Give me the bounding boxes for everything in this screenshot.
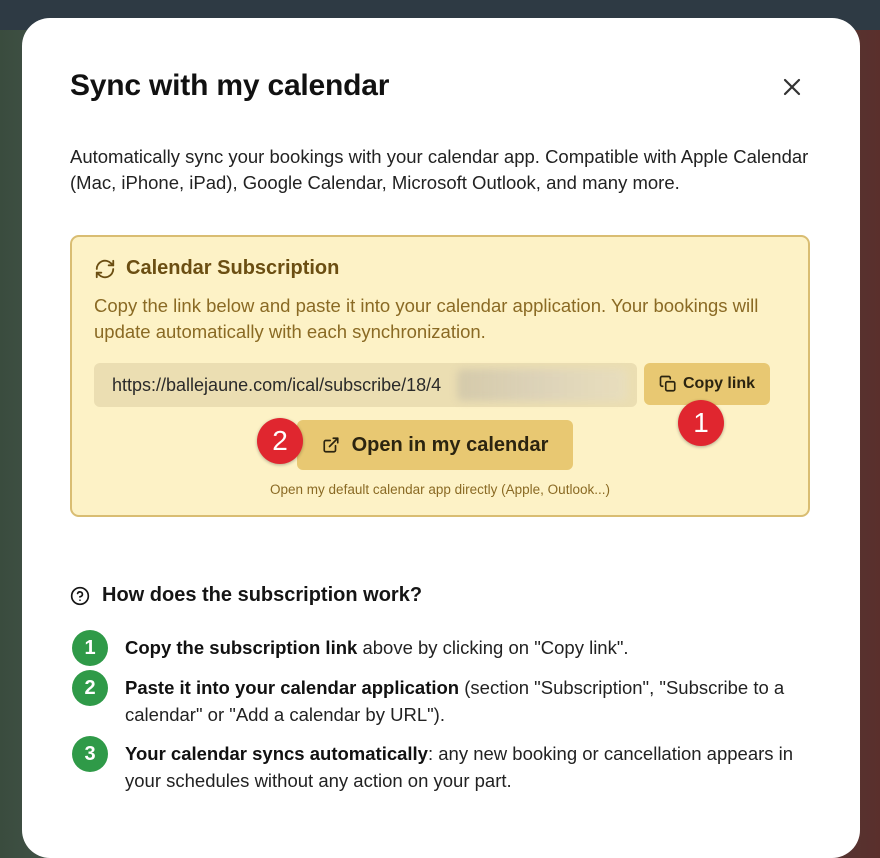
step-bold: Your calendar syncs automatically: [125, 743, 428, 764]
close-button[interactable]: [777, 72, 807, 102]
refresh-icon: [94, 258, 116, 280]
subscription-title: Calendar Subscription: [126, 257, 340, 279]
url-redaction-blur: [457, 369, 627, 401]
open-calendar-note: Open my default calendar app directly (Apple, Outlook...): [270, 482, 610, 497]
step-number: 1: [72, 630, 108, 666]
step-number: 2: [72, 670, 108, 706]
modal-title: Sync with my calendar: [70, 69, 390, 102]
annotation-badge-1: 1: [678, 400, 724, 446]
open-in-calendar-label: Open in my calendar: [351, 433, 549, 456]
step-rest: : any new booking or cancellation appears in your schedules without any action on your part.: [125, 743, 794, 791]
step-bold: Copy the subscription link: [125, 637, 358, 658]
how-it-works-header: [70, 584, 422, 607]
step-rest: (section "Subscription", "Subscribe to a calendar" or "Add a calendar by URL").: [125, 677, 785, 725]
step-text: [125, 634, 815, 661]
copy-link-button[interactable]: [644, 363, 770, 405]
help-circle-icon: [70, 586, 90, 606]
modal-intro: Automatically sync your bookings with your calendar app. Compatible with Apple Calendar (Mac, iPhone, iPad), Google Calendar, Microsoft Outlook, and many more.: [70, 146, 809, 193]
step-number: 3: [72, 736, 108, 772]
sync-calendar-modal: [22, 18, 860, 858]
copy-icon: [659, 375, 677, 393]
subscription-description: Copy the link below and paste it into your calendar application. Your bookings will update automatically with each synchronization.: [94, 295, 759, 342]
open-in-calendar-button[interactable]: [297, 420, 573, 470]
how-it-works-title: How does the subscription work?: [102, 584, 423, 606]
step-rest: above by clicking on "Copy link".: [357, 637, 629, 658]
step-text: [125, 674, 815, 728]
step-bold: Paste it into your calendar application: [125, 677, 460, 698]
copy-link-label: Copy link: [682, 375, 755, 392]
step-text: [125, 740, 815, 794]
annotation-badge-2: 2: [257, 418, 303, 464]
external-link-icon: [322, 436, 340, 454]
subscription-box: [70, 235, 810, 517]
subscription-header: [94, 257, 339, 280]
close-icon: [777, 72, 807, 102]
